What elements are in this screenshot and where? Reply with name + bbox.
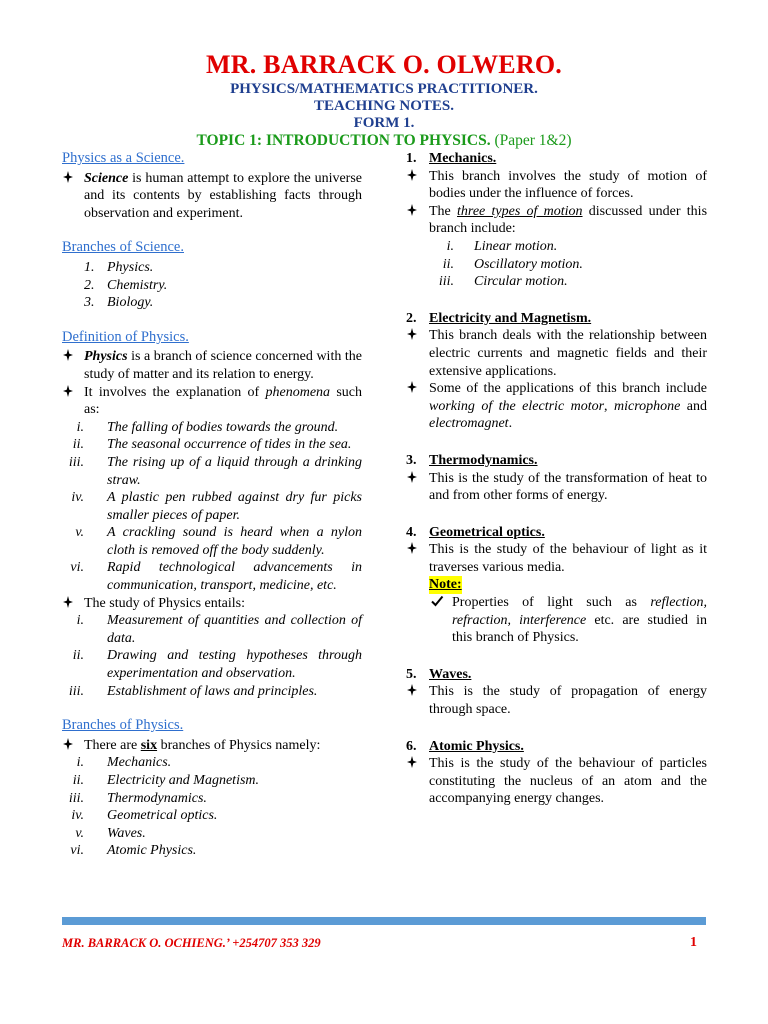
list-item: 3. Biology. (84, 295, 154, 311)
bullet-optics-def: This is the study of the behaviour of light as it traverses various media. (406, 541, 707, 576)
bullet-atomic-def: This is the study of the behaviour of particles constituting the nucleus of an atom and the accompanying energy changes. (406, 755, 707, 808)
list-item: i. The falling of bodies towards the ground. (76, 419, 339, 435)
left-column (62, 150, 362, 860)
diamond-bullet-icon (62, 348, 74, 368)
list-item: iii. Establishment of laws and principles. (68, 683, 318, 699)
heading-geometrical-optics: 4. Geometrical optics. (406, 524, 545, 540)
list-item: ii. Drawing and testing hypotheses through experimentation and observation. (72, 648, 362, 682)
diamond-bullet-icon (62, 170, 74, 190)
right-column (406, 150, 707, 808)
footer-contact: MR. BARRACK O. OCHIENG.’ +254707 353 329 (62, 936, 321, 950)
list-item: ii. The seasonal occurrence of tides in the sea. (72, 437, 352, 453)
check-icon (430, 594, 444, 614)
section-branches-of-physics: Branches of Physics. (62, 717, 184, 734)
science-definition: is human attempt to explore the universe and its contents by establishing facts through observation and experiment. (84, 170, 362, 221)
list-item: iv. Geometrical optics. (71, 808, 218, 824)
heading-atomic-physics: 6. Atomic Physics. (406, 738, 524, 754)
diamond-bullet-icon (406, 541, 418, 561)
diamond-bullet-icon (406, 380, 418, 400)
diamond-bullet-icon (406, 327, 418, 347)
bullet-mechanics-def: This branch involves the study of motion of bodies under the influence of forces. (406, 168, 707, 203)
practitioner-line: PHYSICS/MATHEMATICS PRACTITIONER. (230, 81, 538, 97)
bullet-phenomena: It involves the explanation of phenomena such as: (62, 384, 362, 419)
bullet-science (62, 170, 362, 223)
section-physics-as-science: Physics as a Science. (62, 150, 185, 166)
list-item: v. Waves. (75, 825, 146, 841)
list-item: vi. Rapid technological advancements in communication, transport, medicine, etc. (70, 560, 362, 594)
bullet-physics-definition: Physics is a branch of science concerned with the study of matter and its relation to energy. (62, 348, 362, 383)
bullet-types-of-motion: The three types of motion discussed under this branch include: (406, 203, 707, 238)
list-item: v. A crackling sound is heard when a nylon cloth is removed off the body suddenly. (75, 525, 362, 558)
list-item: i. Mechanics. (76, 755, 172, 771)
topic-title: TOPIC 1: INTRODUCTION TO PHYSICS. (196, 132, 491, 149)
list-item: ii. Oscillatory motion. (442, 256, 583, 272)
form-line: FORM 1. (353, 115, 415, 131)
diamond-bullet-icon (406, 168, 418, 188)
diamond-bullet-icon (406, 755, 418, 775)
topic-heading (0, 132, 768, 150)
heading-mechanics: 1. Mechanics. (406, 151, 497, 166)
list-item: i. Measurement of quantities and collection of data. (76, 613, 362, 646)
bullet-electricity-apps: Some of the applications of this branch include working of the electric motor, microphone and electromagnet. (406, 380, 707, 433)
author-title: MR. BARRACK O. OLWERO. (206, 50, 562, 79)
page-number: 1 (690, 935, 697, 950)
section-definition-of-physics: Definition of Physics. (62, 328, 189, 345)
bullet-six-branches: There are six branches of Physics namely: (62, 737, 362, 755)
diamond-bullet-icon (406, 683, 418, 703)
bullet-entails: The study of Physics entails: (62, 595, 362, 613)
list-item: iii. Circular motion. (438, 274, 568, 290)
list-item: iv. A plastic pen rubbed against dry fur picks smaller pieces of paper. (71, 490, 362, 523)
check-item-light-properties: Properties of light such as reflection, refraction, interference etc. are studied in this branch of Physics. (406, 594, 707, 647)
list-item: iii. Thermodynamics. (68, 790, 207, 806)
bullet-electricity-def: This branch deals with the relationship between electric currents and magnetic fields and their extensive applications. (406, 327, 707, 380)
bullet-thermo-def: This is the study of the transformation of heat to and from other forms of energy. (406, 470, 707, 505)
list-item: 1. Physics. (84, 259, 154, 275)
diamond-bullet-icon (406, 470, 418, 490)
term-science: Science (84, 170, 129, 186)
list-item: 2. Chemistry. (84, 277, 168, 293)
heading-waves: 5. Waves. (406, 666, 472, 682)
notes-line: TEACHING NOTES. (313, 98, 455, 114)
diamond-bullet-icon (62, 384, 74, 404)
bullet-waves-def: This is the study of propagation of energy through space. (406, 683, 707, 718)
heading-electricity: 2. Electricity and Magnetism. (406, 310, 592, 326)
section-branches-of-science: Branches of Science. (62, 239, 184, 256)
footer-divider (62, 917, 706, 925)
diamond-bullet-icon (406, 203, 418, 223)
list-item: iii. The rising up of a liquid through a drinking straw. (68, 454, 362, 488)
heading-thermodynamics: 3. Thermodynamics. (406, 452, 538, 468)
note-label: Note: (429, 577, 462, 593)
topic-paper: (Paper 1&2) (494, 132, 572, 149)
list-item: ii. Electricity and Magnetism. (72, 773, 260, 788)
list-item: i. Linear motion. (446, 238, 558, 254)
list-item: vi. Atomic Physics. (70, 843, 197, 859)
